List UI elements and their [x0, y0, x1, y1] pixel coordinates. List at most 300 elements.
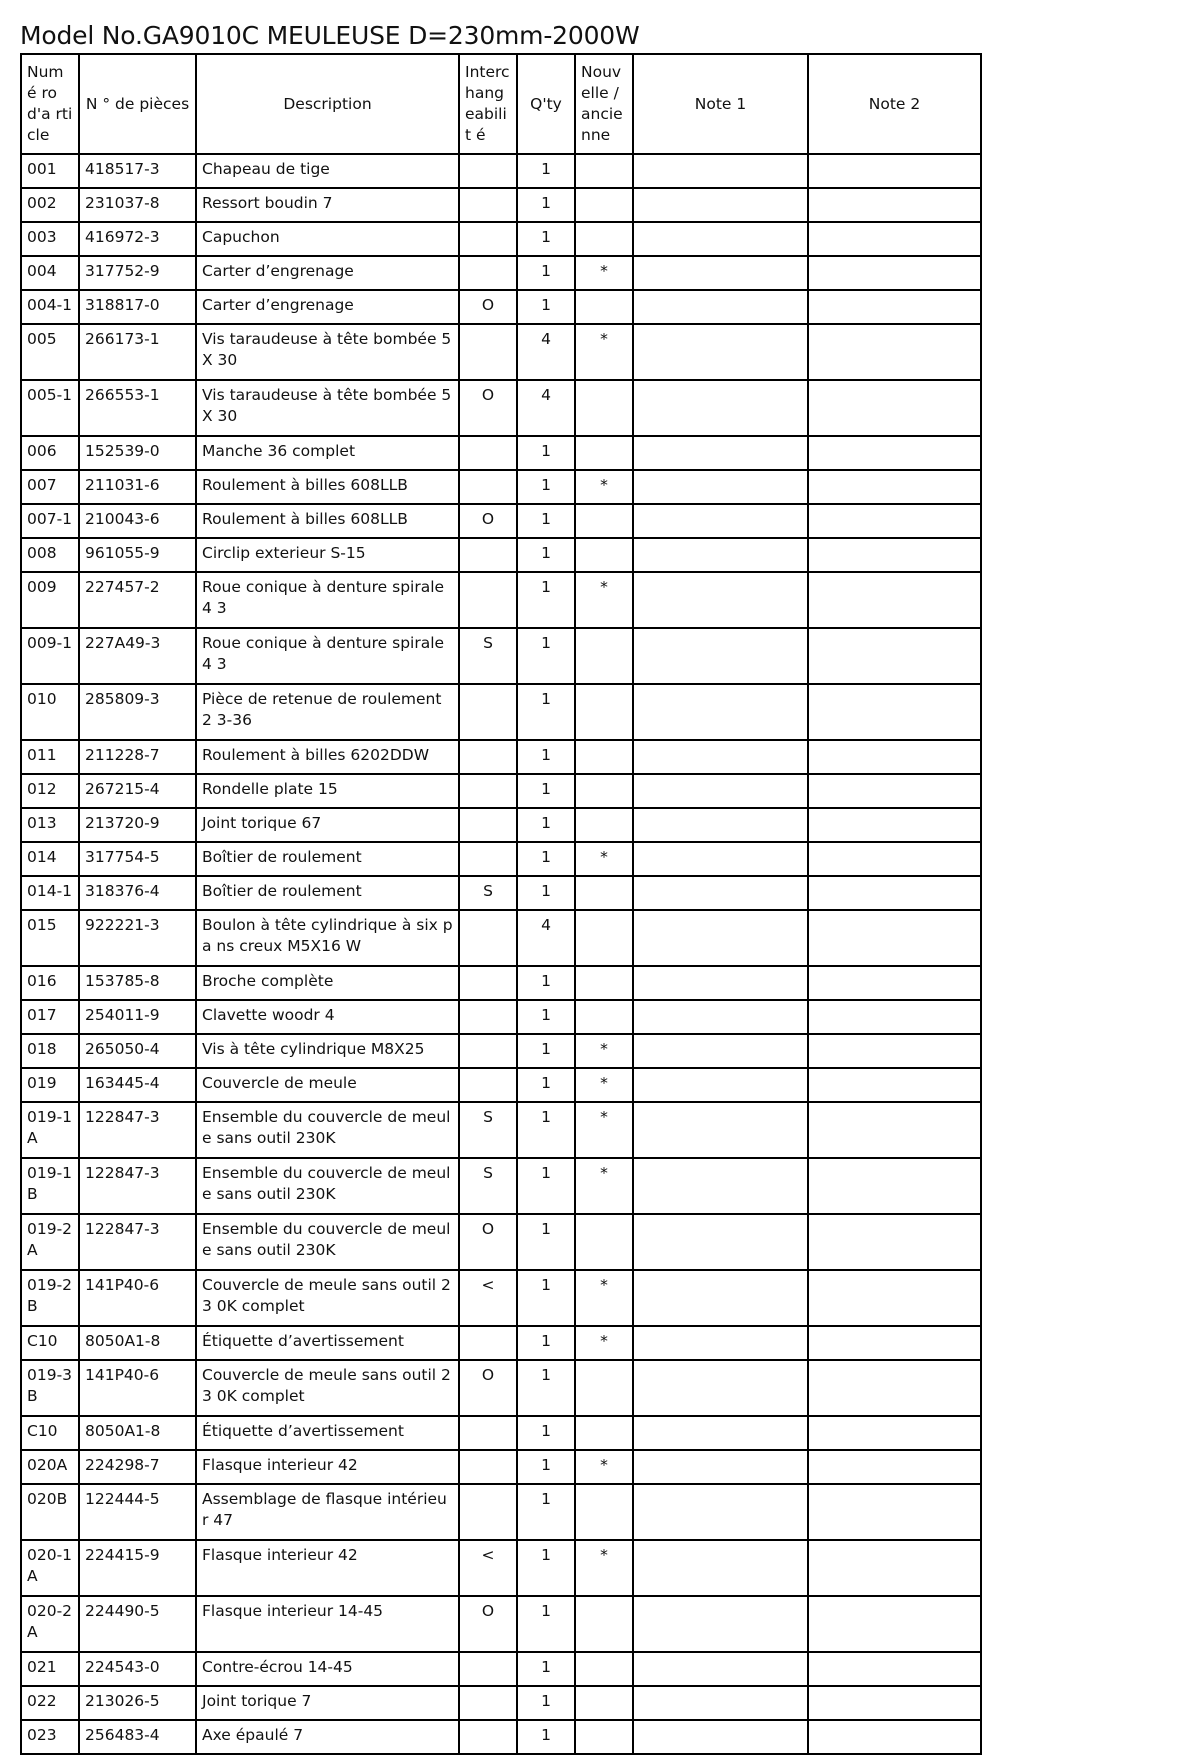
cell-note-1: [633, 1214, 808, 1270]
cell-description: Clavette woodr 4: [196, 1000, 459, 1034]
cell-interchangeability: S: [459, 628, 517, 684]
cell-item-number: 006: [21, 436, 79, 470]
table-row: [21, 572, 981, 628]
header-quantity: Q'ty: [517, 54, 575, 154]
cell-item-number: 020-1 A: [21, 1540, 79, 1596]
cell-note-1: [633, 1326, 808, 1360]
cell-note-2: [808, 1270, 981, 1326]
cell-quantity: 1: [517, 538, 575, 572]
cell-description: Flasque interieur 42: [196, 1540, 459, 1596]
cell-new-old: [575, 538, 633, 572]
cell-description: Couvercle de meule sans outil 23 0K complet: [196, 1360, 459, 1416]
cell-part-number: 210043-6: [79, 504, 196, 538]
cell-part-number: 224490-5: [79, 1596, 196, 1652]
cell-note-2: [808, 876, 981, 910]
cell-interchangeability: [459, 470, 517, 504]
cell-note-1: [633, 1102, 808, 1158]
cell-new-old: [575, 774, 633, 808]
cell-note-1: [633, 504, 808, 538]
cell-description: Rondelle plate 15: [196, 774, 459, 808]
cell-note-1: [633, 290, 808, 324]
cell-item-number: 013: [21, 808, 79, 842]
cell-description: Carter d’engrenage: [196, 256, 459, 290]
table-row: [21, 436, 981, 470]
cell-item-number: 005-1: [21, 380, 79, 436]
table-row: [21, 910, 981, 966]
cell-note-2: [808, 1326, 981, 1360]
cell-quantity: 1: [517, 256, 575, 290]
header-description: Description: [196, 54, 459, 154]
cell-part-number: 285809-3: [79, 684, 196, 740]
cell-note-1: [633, 876, 808, 910]
cell-note-1: [633, 774, 808, 808]
cell-note-1: [633, 910, 808, 966]
cell-note-2: [808, 1686, 981, 1720]
cell-description: Assemblage de flasque intérieur 47: [196, 1484, 459, 1540]
cell-part-number: 227A49-3: [79, 628, 196, 684]
cell-new-old: [575, 290, 633, 324]
cell-note-1: [633, 572, 808, 628]
table-row: [21, 380, 981, 436]
cell-note-2: [808, 740, 981, 774]
cell-note-2: [808, 470, 981, 504]
cell-part-number: 317752-9: [79, 256, 196, 290]
cell-note-2: [808, 1034, 981, 1068]
cell-interchangeability: [459, 324, 517, 380]
cell-new-old: *: [575, 1068, 633, 1102]
cell-new-old: [575, 910, 633, 966]
cell-note-1: [633, 740, 808, 774]
cell-item-number: 023: [21, 1720, 79, 1754]
table-header-row: [21, 54, 981, 154]
table-row: [21, 1326, 981, 1360]
cell-note-2: [808, 290, 981, 324]
cell-note-2: [808, 1484, 981, 1540]
cell-note-1: [633, 1034, 808, 1068]
cell-quantity: 1: [517, 684, 575, 740]
cell-part-number: 224543-0: [79, 1652, 196, 1686]
cell-note-1: [633, 1360, 808, 1416]
cell-interchangeability: [459, 1652, 517, 1686]
cell-quantity: 4: [517, 324, 575, 380]
cell-new-old: *: [575, 324, 633, 380]
cell-interchangeability: [459, 1416, 517, 1450]
cell-item-number: 019-2 A: [21, 1214, 79, 1270]
cell-note-1: [633, 966, 808, 1000]
cell-item-number: 019-3 B: [21, 1360, 79, 1416]
cell-new-old: [575, 504, 633, 538]
cell-note-1: [633, 1450, 808, 1484]
cell-note-1: [633, 256, 808, 290]
cell-note-1: [633, 1158, 808, 1214]
cell-description: Manche 36 complet: [196, 436, 459, 470]
cell-note-1: [633, 1270, 808, 1326]
cell-item-number: 015: [21, 910, 79, 966]
cell-part-number: 318817-0: [79, 290, 196, 324]
cell-new-old: *: [575, 1270, 633, 1326]
cell-description: Joint torique 7: [196, 1686, 459, 1720]
cell-item-number: 019-1 A: [21, 1102, 79, 1158]
cell-quantity: 4: [517, 910, 575, 966]
cell-note-2: [808, 808, 981, 842]
cell-new-old: [575, 1686, 633, 1720]
cell-item-number: 014-1: [21, 876, 79, 910]
table-row: [21, 470, 981, 504]
cell-item-number: 018: [21, 1034, 79, 1068]
cell-item-number: 009: [21, 572, 79, 628]
cell-interchangeability: [459, 842, 517, 876]
cell-note-2: [808, 1214, 981, 1270]
cell-interchangeability: [459, 1686, 517, 1720]
cell-interchangeability: [459, 1720, 517, 1754]
cell-note-2: [808, 436, 981, 470]
cell-interchangeability: [459, 1326, 517, 1360]
cell-part-number: 416972-3: [79, 222, 196, 256]
cell-quantity: 1: [517, 1102, 575, 1158]
cell-description: Roulement à billes 608LLB: [196, 470, 459, 504]
cell-note-2: [808, 1360, 981, 1416]
cell-note-2: [808, 222, 981, 256]
cell-part-number: 318376-4: [79, 876, 196, 910]
cell-quantity: 1: [517, 740, 575, 774]
cell-description: Axe épaulé 7: [196, 1720, 459, 1754]
header-note-2: Note 2: [808, 54, 981, 154]
cell-interchangeability: [459, 808, 517, 842]
cell-note-2: [808, 1596, 981, 1652]
cell-interchangeability: [459, 1450, 517, 1484]
cell-description: Étiquette d’avertissement: [196, 1416, 459, 1450]
cell-note-2: [808, 966, 981, 1000]
cell-note-1: [633, 842, 808, 876]
cell-interchangeability: [459, 684, 517, 740]
cell-item-number: C10: [21, 1326, 79, 1360]
cell-note-2: [808, 774, 981, 808]
cell-new-old: *: [575, 572, 633, 628]
cell-part-number: 153785-8: [79, 966, 196, 1000]
cell-interchangeability: S: [459, 1158, 517, 1214]
cell-new-old: [575, 876, 633, 910]
cell-item-number: 019-2 B: [21, 1270, 79, 1326]
cell-note-2: [808, 1102, 981, 1158]
cell-note-1: [633, 1720, 808, 1754]
cell-item-number: 007-1: [21, 504, 79, 538]
cell-new-old: *: [575, 1034, 633, 1068]
cell-note-1: [633, 1000, 808, 1034]
cell-new-old: *: [575, 842, 633, 876]
cell-new-old: [575, 628, 633, 684]
cell-part-number: 317754-5: [79, 842, 196, 876]
cell-description: Flasque interieur 42: [196, 1450, 459, 1484]
cell-quantity: 1: [517, 1360, 575, 1416]
cell-note-1: [633, 1540, 808, 1596]
cell-item-number: 011: [21, 740, 79, 774]
table-row: [21, 684, 981, 740]
cell-new-old: [575, 966, 633, 1000]
cell-new-old: [575, 1720, 633, 1754]
cell-quantity: 1: [517, 1270, 575, 1326]
table-row: [21, 1000, 981, 1034]
cell-new-old: *: [575, 1326, 633, 1360]
cell-new-old: [575, 684, 633, 740]
cell-description: Chapeau de tige: [196, 154, 459, 188]
cell-interchangeability: [459, 538, 517, 572]
cell-description: Étiquette d’avertissement: [196, 1326, 459, 1360]
table-row: [21, 808, 981, 842]
cell-interchangeability: O: [459, 380, 517, 436]
table-row: [21, 324, 981, 380]
cell-description: Ensemble du couvercle de meule sans outil 230K: [196, 1214, 459, 1270]
cell-quantity: 1: [517, 1720, 575, 1754]
cell-item-number: 009-1: [21, 628, 79, 684]
cell-note-2: [808, 324, 981, 380]
cell-item-number: 022: [21, 1686, 79, 1720]
cell-quantity: 1: [517, 1652, 575, 1686]
cell-quantity: 1: [517, 504, 575, 538]
cell-quantity: 1: [517, 154, 575, 188]
table-row: [21, 154, 981, 188]
cell-description: Ensemble du couvercle de meule sans outil 230K: [196, 1158, 459, 1214]
cell-new-old: [575, 222, 633, 256]
cell-note-2: [808, 1540, 981, 1596]
cell-interchangeability: [459, 188, 517, 222]
cell-part-number: 163445-4: [79, 1068, 196, 1102]
cell-note-1: [633, 1596, 808, 1652]
cell-part-number: 122444-5: [79, 1484, 196, 1540]
cell-quantity: 1: [517, 436, 575, 470]
cell-new-old: *: [575, 1158, 633, 1214]
cell-part-number: 266553-1: [79, 380, 196, 436]
cell-part-number: 8050A1-8: [79, 1326, 196, 1360]
cell-quantity: 1: [517, 1214, 575, 1270]
cell-note-2: [808, 380, 981, 436]
cell-note-1: [633, 1068, 808, 1102]
cell-interchangeability: [459, 1068, 517, 1102]
cell-note-2: [808, 1652, 981, 1686]
cell-new-old: [575, 1214, 633, 1270]
cell-new-old: [575, 380, 633, 436]
cell-note-1: [633, 436, 808, 470]
cell-description: Broche complète: [196, 966, 459, 1000]
cell-description: Roulement à billes 6202DDW: [196, 740, 459, 774]
table-row: [21, 1158, 981, 1214]
cell-quantity: 1: [517, 628, 575, 684]
cell-description: Vis taraudeuse à tête bombée 5X 30: [196, 380, 459, 436]
cell-interchangeability: [459, 1034, 517, 1068]
cell-part-number: 213720-9: [79, 808, 196, 842]
cell-description: Flasque interieur 14-45: [196, 1596, 459, 1652]
cell-item-number: 020A: [21, 1450, 79, 1484]
cell-interchangeability: <: [459, 1540, 517, 1596]
table-row: [21, 1034, 981, 1068]
cell-item-number: 020-2 A: [21, 1596, 79, 1652]
cell-interchangeability: [459, 572, 517, 628]
cell-note-2: [808, 910, 981, 966]
cell-new-old: [575, 154, 633, 188]
cell-note-1: [633, 380, 808, 436]
cell-description: Vis taraudeuse à tête bombée 5X 30: [196, 324, 459, 380]
cell-interchangeability: S: [459, 876, 517, 910]
cell-part-number: 8050A1-8: [79, 1416, 196, 1450]
cell-part-number: 227457-2: [79, 572, 196, 628]
table-row: [21, 628, 981, 684]
table-row: [21, 1270, 981, 1326]
table-row: [21, 1360, 981, 1416]
cell-note-2: [808, 1720, 981, 1754]
cell-note-2: [808, 572, 981, 628]
cell-item-number: 007: [21, 470, 79, 504]
cell-item-number: 017: [21, 1000, 79, 1034]
table-row: [21, 1720, 981, 1754]
table-row: [21, 504, 981, 538]
cell-quantity: 4: [517, 380, 575, 436]
cell-interchangeability: [459, 1484, 517, 1540]
cell-quantity: 1: [517, 876, 575, 910]
table-row: [21, 1652, 981, 1686]
cell-quantity: 1: [517, 808, 575, 842]
table-row: [21, 740, 981, 774]
table-row: [21, 1540, 981, 1596]
cell-description: Ressort boudin 7: [196, 188, 459, 222]
cell-note-2: [808, 1158, 981, 1214]
cell-note-2: [808, 1000, 981, 1034]
table-body: [21, 154, 981, 1754]
cell-note-1: [633, 324, 808, 380]
table-row: [21, 876, 981, 910]
cell-item-number: 021: [21, 1652, 79, 1686]
cell-item-number: 004: [21, 256, 79, 290]
document-title: Model No.GA9010C MEULEUSE D=230mm-2000W: [20, 21, 640, 50]
cell-part-number: 122847-3: [79, 1158, 196, 1214]
cell-description: Circlip exterieur S-15: [196, 538, 459, 572]
cell-item-number: 019: [21, 1068, 79, 1102]
cell-quantity: 1: [517, 1034, 575, 1068]
cell-quantity: 1: [517, 966, 575, 1000]
cell-description: Roulement à billes 608LLB: [196, 504, 459, 538]
cell-item-number: 020B: [21, 1484, 79, 1540]
cell-interchangeability: [459, 222, 517, 256]
cell-part-number: 266173-1: [79, 324, 196, 380]
cell-description: Pièce de retenue de roulement 2 3-36: [196, 684, 459, 740]
cell-new-old: *: [575, 1102, 633, 1158]
cell-part-number: 141P40-6: [79, 1270, 196, 1326]
table-row: [21, 290, 981, 324]
cell-note-1: [633, 470, 808, 504]
table-row: [21, 842, 981, 876]
cell-quantity: 1: [517, 1416, 575, 1450]
cell-note-1: [633, 1652, 808, 1686]
table-row: [21, 256, 981, 290]
cell-description: Roue conique à denture spirale 4 3: [196, 628, 459, 684]
table-row: [21, 1102, 981, 1158]
cell-item-number: C10: [21, 1416, 79, 1450]
cell-note-2: [808, 256, 981, 290]
cell-interchangeability: O: [459, 290, 517, 324]
cell-quantity: 1: [517, 470, 575, 504]
cell-new-old: *: [575, 470, 633, 504]
cell-interchangeability: [459, 1000, 517, 1034]
cell-description: Ensemble du couvercle de meule sans outil 230K: [196, 1102, 459, 1158]
cell-part-number: 122847-3: [79, 1102, 196, 1158]
cell-note-2: [808, 154, 981, 188]
cell-item-number: 019-1 B: [21, 1158, 79, 1214]
cell-new-old: [575, 1484, 633, 1540]
cell-interchangeability: [459, 740, 517, 774]
cell-new-old: [575, 1416, 633, 1450]
cell-description: Boîtier de roulement: [196, 876, 459, 910]
cell-note-1: [633, 188, 808, 222]
cell-note-1: [633, 154, 808, 188]
cell-new-old: *: [575, 1540, 633, 1596]
header-interchangeability: Interc hang eabilit é: [459, 54, 517, 154]
cell-new-old: [575, 740, 633, 774]
cell-quantity: 1: [517, 1068, 575, 1102]
cell-quantity: 1: [517, 1686, 575, 1720]
cell-note-1: [633, 808, 808, 842]
cell-interchangeability: [459, 154, 517, 188]
cell-quantity: 1: [517, 1450, 575, 1484]
table-row: [21, 1450, 981, 1484]
cell-quantity: 1: [517, 1158, 575, 1214]
cell-item-number: 010: [21, 684, 79, 740]
table-row: [21, 1596, 981, 1652]
cell-part-number: 961055-9: [79, 538, 196, 572]
cell-quantity: 1: [517, 1596, 575, 1652]
cell-part-number: 256483-4: [79, 1720, 196, 1754]
cell-interchangeability: O: [459, 504, 517, 538]
cell-description: Carter d’engrenage: [196, 290, 459, 324]
cell-quantity: 1: [517, 774, 575, 808]
cell-new-old: [575, 1000, 633, 1034]
cell-note-1: [633, 1686, 808, 1720]
header-note-1: Note 1: [633, 54, 808, 154]
cell-part-number: 211031-6: [79, 470, 196, 504]
cell-item-number: 003: [21, 222, 79, 256]
cell-interchangeability: [459, 774, 517, 808]
cell-part-number: 267215-4: [79, 774, 196, 808]
cell-interchangeability: <: [459, 1270, 517, 1326]
cell-new-old: [575, 436, 633, 470]
cell-note-2: [808, 1450, 981, 1484]
cell-quantity: 1: [517, 1484, 575, 1540]
cell-part-number: 152539-0: [79, 436, 196, 470]
cell-note-2: [808, 188, 981, 222]
cell-note-1: [633, 222, 808, 256]
cell-note-2: [808, 538, 981, 572]
cell-note-2: [808, 842, 981, 876]
cell-interchangeability: [459, 910, 517, 966]
header-new-old: Nouv elle / ancie nne: [575, 54, 633, 154]
table-row: [21, 1484, 981, 1540]
cell-note-1: [633, 1484, 808, 1540]
cell-description: Roue conique à denture spirale 4 3: [196, 572, 459, 628]
cell-item-number: 005: [21, 324, 79, 380]
cell-note-1: [633, 684, 808, 740]
table-row: [21, 1686, 981, 1720]
cell-description: Contre-écrou 14-45: [196, 1652, 459, 1686]
cell-item-number: 004-1: [21, 290, 79, 324]
cell-part-number: 418517-3: [79, 154, 196, 188]
cell-part-number: 265050-4: [79, 1034, 196, 1068]
table-row: [21, 188, 981, 222]
cell-interchangeability: O: [459, 1214, 517, 1270]
cell-quantity: 1: [517, 222, 575, 256]
cell-description: Boulon à tête cylindrique à six pa ns creux M5X16 W: [196, 910, 459, 966]
cell-interchangeability: O: [459, 1360, 517, 1416]
table-row: [21, 222, 981, 256]
cell-part-number: 213026-5: [79, 1686, 196, 1720]
cell-new-old: [575, 188, 633, 222]
cell-interchangeability: [459, 436, 517, 470]
